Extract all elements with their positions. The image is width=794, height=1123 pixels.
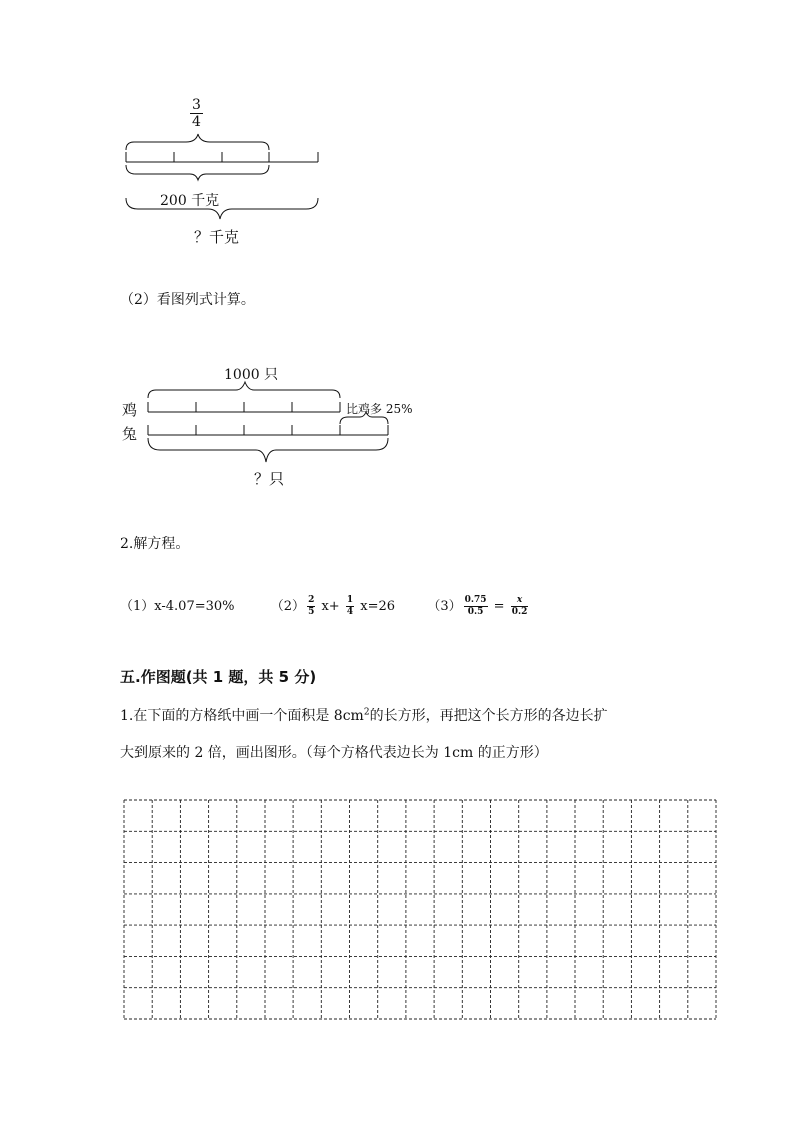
equation-1: （1）x-4.07=30% (120, 599, 235, 614)
equations-row (120, 593, 530, 621)
fraction-x-02: $\frac{x}{0.2}$ (511, 595, 528, 617)
fraction-2-5: $\frac{2}{5}$ (308, 595, 315, 617)
equation-2: （2） $\frac{2}{5}$ x+ $\frac{1}{4}$ x=26 (270, 595, 396, 617)
diagram-1 (110, 95, 340, 255)
total-label-only: ？只 (254, 470, 285, 488)
brace-label-200kg: 200 千克 (160, 193, 220, 209)
fraction-numerator: 3 (192, 97, 201, 113)
section-5-heading: 五.作图题(共 1 题，共 5 分) (120, 668, 317, 686)
total-label-kg: ？千克 (194, 228, 240, 246)
equation-3: （3） $\frac{0.75}{0.5}$ = $\frac{x}{0.2}$ (427, 595, 528, 617)
top-label-1000: 1000 只 (224, 367, 279, 383)
section-5-q1-line2: 大到原来的 2 倍，画出图形。（每个方格代表边长为 1cm 的正方形） (120, 745, 548, 761)
fraction-1-4: $\frac{1}{4}$ (346, 595, 354, 617)
section-5-q1-line1: 1.在下面的方格纸中画一个面积是 $8cm^2$的长方形，再把这个长方形的各边长扩 (120, 707, 608, 724)
fraction-denominator: 4 (192, 114, 201, 130)
fraction-075-05: $\frac{0.75}{0.5}$ (464, 595, 487, 617)
extra-label-25pct: 比鸡多 25% (346, 402, 413, 416)
question-2-instruction: （2）看图列式计算。 (120, 292, 255, 308)
diagram-2 (110, 360, 430, 495)
row-label-chicken: 鸡 (122, 401, 138, 419)
row-label-rabbit: 兔 (122, 425, 138, 443)
section-2-title: 2.解方程。 (120, 536, 190, 552)
